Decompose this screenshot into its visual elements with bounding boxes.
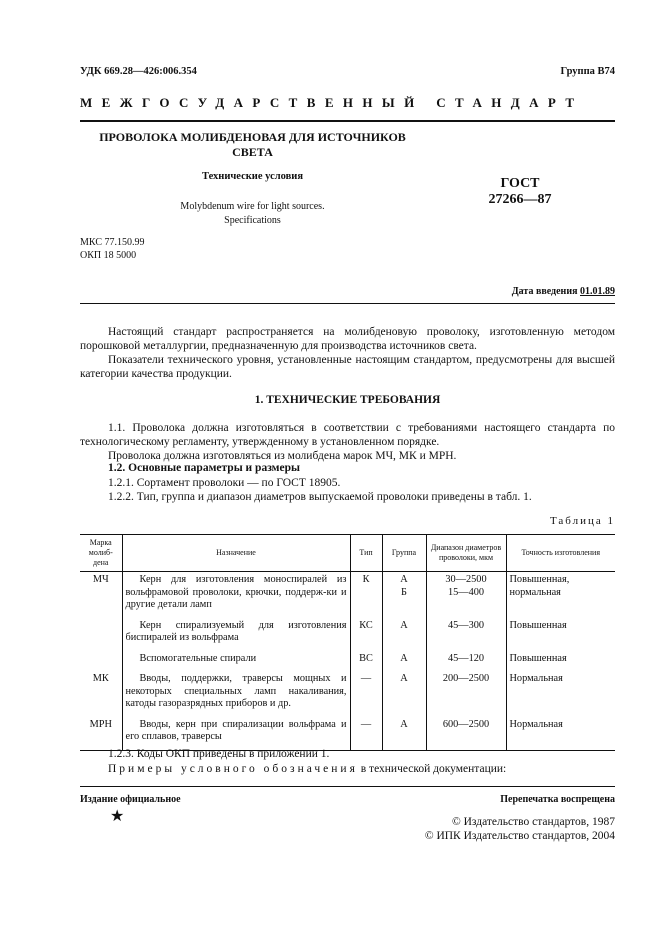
clause-1-2-2: 1.2.2. Тип, группа и диапазон диаметров выпускаемой проволоки приведены в табл. 1. <box>108 491 532 503</box>
cell-group-b: Б <box>401 586 407 598</box>
table-label: Таблица 1 <box>549 515 615 527</box>
clause-1-1-grades: Проволока должна изготовляться из молибдена марок МЧ, МК и МРН. <box>108 450 457 462</box>
gost-label: ГОСТ <box>500 176 540 191</box>
cell-precision: Повышенная <box>506 618 615 651</box>
table-header-row <box>80 535 615 572</box>
cell-range: 200—2500 <box>426 671 506 717</box>
title-line-1: ПРОВОЛОКА МОЛИБДЕНОВАЯ ДЛЯ ИСТОЧНИКОВ <box>99 130 406 144</box>
header-group: Группа <box>382 535 426 572</box>
header-grade: Марка молиб-дена <box>80 535 122 572</box>
gost-number: 27266—87 <box>488 192 552 207</box>
cell-type: — <box>350 717 382 751</box>
cell-precision: Повышенная <box>506 651 615 672</box>
header-purpose: Назначение <box>122 535 350 572</box>
header-type: Тип <box>350 535 382 572</box>
cell-grade: МЧ <box>80 572 122 618</box>
introduction-date <box>512 286 615 297</box>
copyright-line-2: © ИПК Издательство стандартов, 2004 <box>424 830 615 842</box>
header-rule <box>80 120 615 122</box>
cell-precision: Повышенная, нормальная <box>506 572 615 618</box>
cell-range: 600—2500 <box>426 717 506 751</box>
table-row <box>80 572 615 618</box>
introduction-date-value: 01.01.89 <box>580 286 615 297</box>
cell-group: А <box>382 618 426 651</box>
okp-code: ОКП 18 5000 <box>80 250 137 261</box>
cell-grade: МК <box>80 671 122 717</box>
title-line-2: СВЕТА <box>232 145 273 159</box>
table-row <box>80 717 615 751</box>
table-row <box>80 671 615 717</box>
footer-rule <box>80 786 615 787</box>
cell-range: 45—120 <box>426 651 506 672</box>
cell-group <box>382 572 426 618</box>
cell-grade <box>80 618 122 651</box>
udk-code: УДК 669.28—426:006.354 <box>80 66 197 77</box>
cell-purpose: Керн для изготовления моноспиралей из вольфрамовой проволоки, крючки, поддерж-ки и другие детали ламп <box>122 572 350 618</box>
examples-spaced-text: Примеры условного обозначения <box>108 763 358 775</box>
english-title-line-1: Molybdenum wire for light sources. <box>180 201 325 212</box>
clause-1-2-1: 1.2.1. Сортамент проволоки — по ГОСТ 18905. <box>108 477 341 489</box>
cell-range-a: 30—2500 <box>445 574 487 585</box>
cell-group: А <box>382 717 426 751</box>
cell-grade <box>80 651 122 672</box>
document-title <box>80 130 425 160</box>
cell-group: А <box>382 651 426 672</box>
cell-purpose: Вводы, керн при спирализации вольфрама и его сплавов, траверсы <box>122 717 350 751</box>
interstate-standard-banner: МЕЖГОСУДАРСТВЕННЫЙ СТАНДАРТ <box>80 95 584 110</box>
cell-range <box>426 572 506 618</box>
table-row <box>80 651 615 672</box>
clause-1-2-3: 1.2.3. Коды ОКП приведены в приложении 1. <box>108 748 330 760</box>
designation-examples-line <box>80 762 615 776</box>
cell-grade: МРН <box>80 717 122 751</box>
group-code: Группа В74 <box>560 66 615 77</box>
section-1-heading: 1. ТЕХНИЧЕСКИЕ ТРЕБОВАНИЯ <box>254 394 441 406</box>
classification-codes <box>80 236 144 262</box>
cell-purpose: Вводы, поддержки, траверсы мощных и некоторых специальных ламп накаливания, катоды газоразрядных приборов и др. <box>122 671 350 717</box>
cell-type: ВС <box>350 651 382 672</box>
intro-paragraph-2: Показатели технического уровня, установленные настоящим стандартом, предусмотрены для высшей категории качества продукции. <box>80 354 615 380</box>
cell-range-b: 15—400 <box>447 586 485 598</box>
cell-group: А <box>382 671 426 717</box>
mks-code: МКС 77.150.99 <box>80 237 145 248</box>
english-title-line-2: Specifications <box>224 215 281 226</box>
wire-types-table <box>80 534 615 751</box>
reprint-prohibited-label: Перепечатка воспрещена <box>500 794 615 805</box>
introduction-date-label: Дата введения <box>511 286 578 297</box>
copyright-line-1: © Издательство стандартов, 1987 <box>451 816 615 828</box>
star-icon: ★ <box>110 808 125 825</box>
cell-type: КС <box>350 618 382 651</box>
cell-purpose: Вспомогательные спирали <box>122 651 350 672</box>
cell-type: — <box>350 671 382 717</box>
document-subtitle: Технические условия <box>201 171 304 182</box>
cell-precision: Нормальная <box>506 717 615 751</box>
cell-range: 45—300 <box>426 618 506 651</box>
examples-rest-text: в технической документации: <box>357 763 507 775</box>
table-row <box>80 618 615 651</box>
cell-group-a: А <box>400 574 408 585</box>
clause-1-2-heading: 1.2. Основные параметры и размеры <box>108 462 300 474</box>
official-edition-label: Издание официальное <box>80 794 181 805</box>
cell-type: К <box>350 572 382 618</box>
intro-paragraph-1: Настоящий стандарт распространяется на молибденовую проволоку, изготовленную методом порошковой металлургии, предназначенную для производства источников света. <box>80 326 615 352</box>
header-range: Диапазон диаметров проволоки, мкм <box>426 535 506 572</box>
gost-designation <box>470 176 570 208</box>
copyright-block <box>425 815 615 843</box>
cell-purpose: Керн спирализуемый для изготовления биспиралей из вольфрама <box>122 618 350 651</box>
header-precision: Точность изготовления <box>506 535 615 572</box>
english-title <box>80 200 425 228</box>
date-rule <box>80 303 615 304</box>
cell-precision: Нормальная <box>506 671 615 717</box>
clause-1-1: 1.1. Проволока должна изготовляться в соответствии с требованиями настоящего стандарта по технологическому регламенту, утвержденному в установленном порядке. <box>80 422 615 448</box>
